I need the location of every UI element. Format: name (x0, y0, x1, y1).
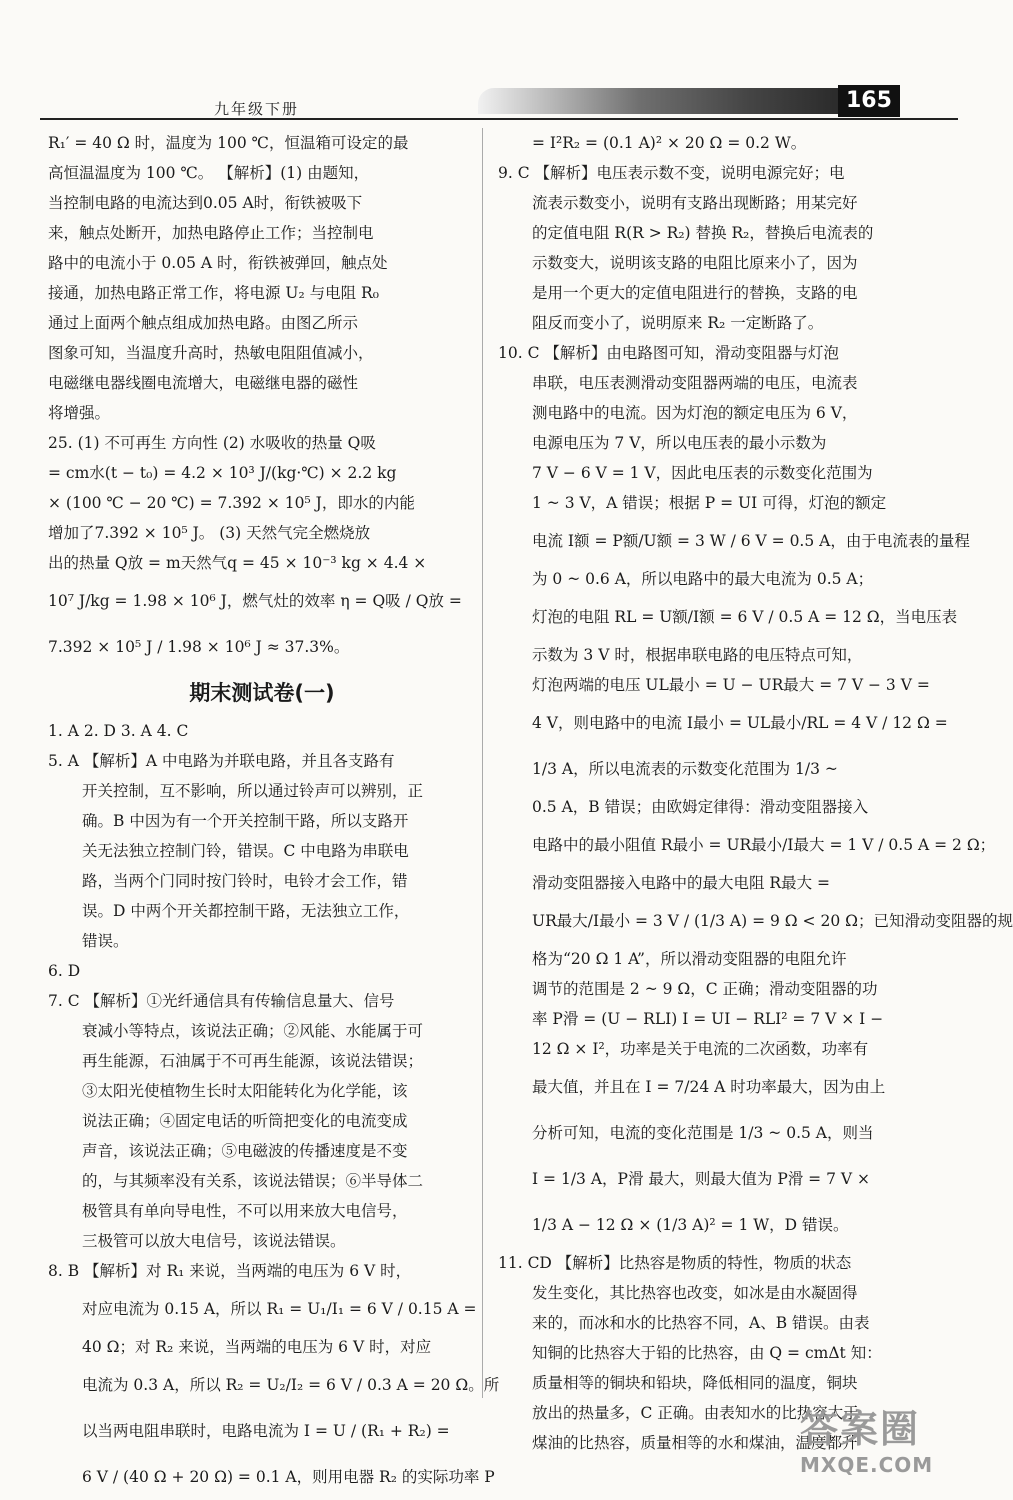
text-line: 误。D 中两个开关都控制干路，无法独立工作， (82, 902, 410, 920)
text-line: 发生变化，其比热容也改变，如冰是由水凝固得 (532, 1284, 858, 1302)
text-line: 灯泡的电阻 RL = U额/I额 = 6 V / 0.5 A = 12 Ω，当电压表 (532, 608, 958, 626)
text-line: 出的热量 Q放 = m天然气q = 45 × 10⁻³ kg × 4.4 × (48, 554, 427, 572)
text-line: 确。B 中因为有一个开关控制干路，所以支路开 (82, 812, 409, 830)
text-line: R₁′ = 40 Ω 时，温度为 100 ℃，恒温箱可设定的最 (48, 134, 409, 152)
header-rule (40, 118, 958, 120)
grade-label: 九年级下册 (214, 100, 300, 118)
text-line: 10. C 【解析】由电路图可知，滑动变阻器与灯泡 (498, 344, 839, 362)
text-line: = cm水(t − t₀) = 4.2 × 10³ J/(kg·℃) × 2.2 kg (48, 464, 397, 482)
text-line: 调节的范围是 2 ~ 9 Ω，C 正确；滑动变阻器的功 (532, 980, 878, 998)
text-line: = I²R₂ = (0.1 A)² × 20 Ω = 0.2 W。 (532, 134, 807, 152)
text-line: 声音，该说法正确；⑤电磁波的传播速度是不变 (82, 1142, 408, 1160)
page-number: 165 (838, 85, 900, 117)
text-line: 错误。 (82, 932, 129, 950)
text-line: 9. C 【解析】电压表示数不变，说明电源完好；电 (498, 164, 845, 182)
text-line: 0.5 A，B 错误；由欧姆定律得：滑动变阻器接入 (532, 798, 869, 816)
text-line: 是用一个更大的定值电阻进行的替换，支路的电 (532, 284, 858, 302)
text-line: 电路中的最小阻值 R最小 = UR最小/I最大 = 1 V / 0.5 A = 2 Ω； (532, 836, 996, 854)
text-line: 示数为 3 V 时，根据串联电路的电压特点可知， (532, 646, 863, 664)
text-line: 三极管可以放大电信号，该说法错误。 (82, 1232, 346, 1250)
text-line: 来，触点处断开，加热电路停止工作；当控制电 (48, 224, 374, 242)
text-line: 7. C 【解析】①光纤通信具有传输信息量大、信号 (48, 992, 395, 1010)
column-divider (482, 128, 483, 1398)
text-line: 图象可知，当温度升高时，热敏电阻阻值减小， (48, 344, 374, 362)
text-line: 6 V / (40 Ω + 20 Ω) = 0.1 A，则用电器 R₂ 的实际功率 P (82, 1468, 495, 1486)
text-line: 12 Ω × I²，功率是关于电流的二次函数，功率有 (532, 1040, 869, 1058)
text-line: 对应电流为 0.15 A，所以 R₁ = U₁/I₁ = 6 V / 0.15 A = (82, 1300, 477, 1318)
text-line: 1/3 A − 12 Ω × (1/3 A)² = 1 W，D 错误。 (532, 1216, 849, 1234)
text-line: 极管具有单向导电性，不可以用来放大电信号， (82, 1202, 408, 1220)
text-line: 说法正确；④固定电话的听筒把变化的电流变成 (82, 1112, 408, 1130)
text-line: UR最大/I最小 = 3 V / (1/3 A) = 9 Ω < 20 Ω；已知滑动变阻器的规 (532, 912, 1013, 930)
text-line: 质量相等的铜块和铅块，降低相同的温度，铜块 (532, 1374, 858, 1392)
text-line: 8. B 【解析】对 R₁ 来说，当两端的电压为 6 V 时， (48, 1262, 412, 1280)
text-line: 测电路中的电流。因为灯泡的额定电压为 6 V， (532, 404, 858, 422)
text-line: 放出的热量多，C 正确。由表知水的比热容大于 (532, 1404, 859, 1422)
page-header (0, 0, 1000, 120)
text-line: 最大值，并且在 I = 7/24 A 时功率最大，因为由上 (532, 1078, 886, 1096)
text-line: 7 V − 6 V = 1 V，因此电压表的示数变化范围为 (532, 464, 873, 482)
text-line: 10⁷ J/kg = 1.98 × 10⁶ J，燃气灶的效率 η = Q吸 / Q放 = (48, 592, 462, 610)
text-line: 再生能源，石油属于不可再生能源，该说法错误； (82, 1052, 424, 1070)
text-line: 电源电压为 7 V，所以电压表的最小示数为 (532, 434, 827, 452)
text-line: 6. D (48, 962, 81, 980)
text-line: 知铜的比热容大于铅的比热容，由 Q = cmΔt 知： (532, 1344, 882, 1362)
text-line: 11. CD 【解析】比热容是物质的特性，物质的状态 (498, 1254, 852, 1272)
text-line: 40 Ω；对 R₂ 来说，当两端的电压为 6 V 时，对应 (82, 1338, 432, 1356)
text-line: 5. A 【解析】A 中电路为并联电路，并且各支路有 (48, 752, 395, 770)
text-line: × (100 ℃ − 20 ℃) = 7.392 × 10⁵ J，即水的内能 (48, 494, 415, 512)
text-line: 4 V，则电路中的电流 I最小 = UL最小/RL = 4 V / 12 Ω = (532, 714, 948, 732)
text-line: 电流 I额 = P额/U额 = 3 W / 6 V = 0.5 A，由于电流表的量程 (532, 532, 970, 550)
text-line: 为 0 ~ 0.6 A，所以电路中的最大电流为 0.5 A； (532, 570, 874, 588)
text-line: 的，与其频率没有关系，该说法错误；⑥半导体二 (82, 1172, 424, 1190)
text-line: 阻反而变小了，说明原来 R₂ 一定断路了。 (532, 314, 824, 332)
text-line: 电流为 0.3 A，所以 R₂ = U₂/I₂ = 6 V / 0.3 A = 20 Ω。所 (82, 1376, 500, 1394)
text-line: 串联，电压表测滑动变阻器两端的电压，电流表 (532, 374, 858, 392)
text-line: 衰减小等特点，该说法正确；②风能、水能属于可 (82, 1022, 424, 1040)
text-line: 灯泡两端的电压 UL最小 = U − UR最大 = 7 V − 3 V = (532, 676, 930, 694)
text-line: 高恒温温度为 100 ℃。 【解析】(1) 由题知， (48, 164, 370, 182)
text-line: 的定值电阻 R(R > R₂) 替换 R₂，替换后电流表的 (532, 224, 874, 242)
text-line: 1. A 2. D 3. A 4. C (48, 722, 189, 740)
section-title: 期末测试卷(一) (189, 681, 335, 705)
text-line: 流表示数变小，说明有支路出现断路；用某完好 (532, 194, 858, 212)
text-line: 开关控制，互不影响，所以通过铃声可以辨别，正 (82, 782, 424, 800)
text-line: 增加了7.392 × 10⁵ J。 (3) 天然气完全燃烧放 (48, 524, 371, 542)
text-line: ③太阳光使植物生长时太阳能转化为化学能，该 (82, 1082, 408, 1100)
text-line: 以当两电阻串联时，电路电流为 I = U / (R₁ + R₂) = (82, 1422, 450, 1440)
text-line: 示数变大，说明该支路的电阻比原来小了，因为 (532, 254, 858, 272)
text-line: 率 P滑 = (U − RLI) I = UI − RLI² = 7 V × I − (532, 1010, 884, 1028)
text-line: 煤油的比热容，质量相等的水和煤油，温度都升 (532, 1434, 858, 1452)
text-line: 电磁继电器线圈电流增大，电磁继电器的磁性 (48, 374, 359, 392)
text-line: 路中的电流小于 0.05 A 时，衔铁被弹回，触点处 (48, 254, 388, 272)
watermark (800, 1398, 990, 1486)
left-column (48, 128, 500, 1500)
text-line: 路，当两个门同时按门铃时，电铃才会工作，错 (82, 872, 408, 890)
text-line: 通过上面两个触点组成加热电路。由图乙所示 (48, 314, 359, 332)
text-line: I = 1/3 A，P滑 最大，则最大值为 P滑 = 7 V × (532, 1170, 870, 1188)
watermark-logo: 答案圈 (800, 1407, 921, 1451)
text-line: 滑动变阻器接入电路中的最大电阻 R最大 = (532, 874, 831, 892)
watermark-url: MXQE.COM (800, 1453, 934, 1477)
header-band (478, 88, 838, 114)
text-line: 接通，加热电路正常工作，将电源 U₂ 与电阻 R₀ (48, 284, 379, 302)
text-line: 格为“20 Ω 1 A”，所以滑动变阻器的电阻允许 (532, 950, 847, 968)
right-column (498, 128, 1013, 1458)
text-line: 分析可知，电流的变化范围是 1/3 ~ 0.5 A，则当 (532, 1124, 874, 1142)
text-line: 来的，而冰和水的比热容不同，A、B 错误。由表 (532, 1314, 870, 1332)
text-line: 25. (1) 不可再生 方向性 (2) 水吸收的热量 Q吸 (48, 434, 376, 452)
text-line: 当控制电路的电流达到0.05 A时，衔铁被吸下 (48, 194, 363, 212)
text-line: 将增强。 (48, 404, 111, 422)
text-line: 关无法独立控制门铃，错误。C 中电路为串联电 (82, 842, 409, 860)
text-line: 1 ~ 3 V，A 错误；根据 P = UI 可得，灯泡的额定 (532, 494, 887, 512)
text-line: 1/3 A，所以电流表的示数变化范围为 1/3 ~ (532, 760, 838, 778)
text-line: 7.392 × 10⁵ J / 1.98 × 10⁶ J ≈ 37.3%。 (48, 638, 350, 656)
